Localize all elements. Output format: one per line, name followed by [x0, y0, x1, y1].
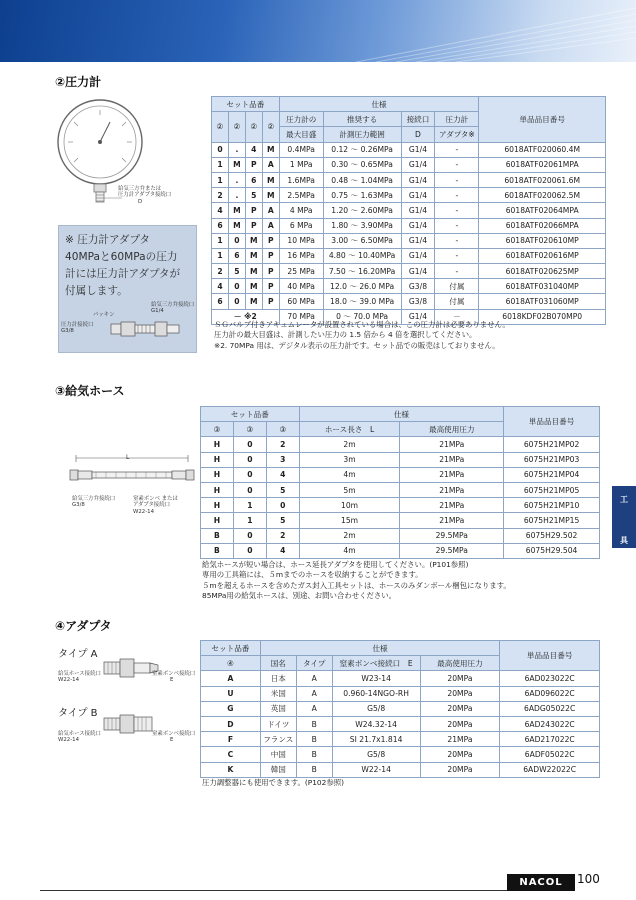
cell-range: 0.48 ～ 1.04MPa: [323, 172, 401, 187]
hose-th-length: ホース長さ L: [299, 422, 400, 437]
valve-port-label: 給気三方弁接続口 G1/4: [151, 302, 195, 315]
cell-code: 0: [233, 482, 266, 497]
cell-code: 0: [228, 233, 245, 248]
banner-decoration: [336, 0, 636, 62]
gauge-notes: ＳＧバルブ付きアキュムレータが設置されている場合は、この圧力計は必要ありません。 圧力計の最大目盛は、計測したい圧力の 1.5 倍から 4 倍を選択してください。 ※2. 70MPa 用は、デジタル表示の圧力計です。セット品での販売はしておりません。: [214, 320, 510, 350]
cell-part: 6018ATF020061.6M: [479, 172, 606, 187]
cell-code: 4: [212, 203, 229, 218]
cell-port: G3/8: [401, 294, 435, 309]
cell-country: ドイツ: [260, 716, 296, 731]
cell-range: 3.00 ～ 6.50MPa: [323, 233, 401, 248]
cell-pressure: 21MPa: [400, 452, 504, 467]
cell-port: G1/4: [401, 264, 435, 279]
cell-code: 0: [228, 279, 245, 294]
cell-code: 0: [228, 294, 245, 309]
cell-code: 2: [266, 437, 299, 452]
cell-adapter: 付属: [435, 294, 479, 309]
hose-spec-table: [200, 406, 600, 559]
cell-adapter: -: [435, 264, 479, 279]
cell-code: K: [201, 762, 261, 777]
cell-port: G3/8: [401, 279, 435, 294]
cell-pressure: 21MPa: [400, 437, 504, 452]
cell-pressure: 21MPa: [420, 732, 500, 747]
cell-code: M: [245, 233, 262, 248]
cell-code: 4: [212, 279, 229, 294]
cell-port: G1/4: [401, 233, 435, 248]
header-banner: [0, 0, 636, 62]
cell-country: 韓国: [260, 762, 296, 777]
cell-port: G1/4: [401, 309, 435, 324]
cell-part: 6018ATF020060.4M: [479, 142, 606, 157]
gauge-th-max-2: 最大目盛: [279, 127, 323, 142]
cell-port: W23-14: [332, 671, 420, 686]
cell-max: 10 MPa: [279, 233, 323, 248]
adapter-th-port: 窒素ボンベ接続口 E: [332, 656, 420, 671]
cell-code: P: [262, 294, 279, 309]
cell-port: 0.960-14NGO-RH: [332, 686, 420, 701]
cell-max: 60 MPa: [279, 294, 323, 309]
cell-code: 0: [233, 528, 266, 543]
cell-part: 6075H29.502: [504, 528, 600, 543]
cell-code: M: [245, 264, 262, 279]
cell-code: B: [201, 543, 234, 558]
cell-range: 18.0 ～ 39.0 MPa: [323, 294, 401, 309]
cell-part: 6018ATF02061MPA: [479, 157, 606, 172]
table-row: [201, 671, 600, 686]
cell-code: 6: [212, 218, 229, 233]
gauge-spec-table: [211, 96, 606, 325]
table-row: [212, 233, 606, 248]
cell-port: G1/4: [401, 142, 435, 157]
gauge-th-range: 推奨する: [323, 112, 401, 127]
cell-adapter: -: [435, 188, 479, 203]
cell-range: 12.0 ～ 26.0 MPa: [323, 279, 401, 294]
cell-code: G: [201, 701, 261, 716]
hose-th-code: ③: [266, 422, 299, 437]
cell-pressure: 29.5MPa: [400, 543, 504, 558]
cell-code: P: [245, 157, 262, 172]
side-tab-bottom: 具: [620, 536, 628, 545]
table-row: [201, 762, 600, 777]
cell-port: W22-14: [332, 762, 420, 777]
gauge-th-part: 単品品目番号: [479, 97, 606, 143]
hose-cylinder-port-label: 窒素ボンベ または アダプタ接続口 W22-14: [133, 496, 178, 515]
table-row: [201, 747, 600, 762]
cell-port: G1/4: [401, 248, 435, 263]
page-number: 100: [577, 872, 600, 886]
table-row: [201, 716, 600, 731]
side-tab-top: 工: [620, 495, 628, 504]
gauge-adapter-illustration: [107, 314, 187, 344]
cell-part: 6ADG05022C: [500, 701, 600, 716]
adapter-spec-table: [200, 640, 600, 778]
cell-code: M: [245, 279, 262, 294]
cell-part: 6AD023022C: [500, 671, 600, 686]
cell-code: 5: [228, 264, 245, 279]
gauge-th-port: 接続口: [401, 112, 435, 127]
adapter-th-set: セット品番: [201, 641, 261, 656]
cell-type: B: [296, 747, 332, 762]
table-row: [212, 218, 606, 233]
cell-adapter: -: [435, 172, 479, 187]
cell-max: 40 MPa: [279, 279, 323, 294]
hose-th-set: セット品番: [201, 407, 300, 422]
cell-code: M: [228, 218, 245, 233]
cell-part: 6AD217022C: [500, 732, 600, 747]
hose-th-spec: 仕様: [299, 407, 503, 422]
cell-pressure: 20MPa: [420, 701, 500, 716]
cell-code: H: [201, 482, 234, 497]
cell-code: 2: [266, 528, 299, 543]
cell-range: 7.50 ～ 16.20MPa: [323, 264, 401, 279]
cell-code: 1: [233, 513, 266, 528]
table-row: [201, 437, 600, 452]
cell-max: 25 MPa: [279, 264, 323, 279]
cell-part: 6018ATF02066MPA: [479, 218, 606, 233]
cell-adapter: －: [435, 309, 479, 324]
type-a-cylinder-port-label: 窒素ボンベ接続口 E: [152, 671, 196, 684]
adapter-th-part: 単品品目番号: [500, 641, 600, 671]
table-row: [212, 264, 606, 279]
adapter-th-type: タイプ: [296, 656, 332, 671]
cell-part: 6075H21MP02: [504, 437, 600, 452]
cell-part: 6075H29.504: [504, 543, 600, 558]
table-row: [212, 294, 606, 309]
brand-logo: NACOL: [507, 874, 575, 891]
type-b-cylinder-port-label: 窒素ボンベ接続口 E: [152, 731, 196, 744]
cell-country: 日本: [260, 671, 296, 686]
cell-code: P: [262, 264, 279, 279]
cell-code: 3: [266, 452, 299, 467]
cell-part: 6ADF05022C: [500, 747, 600, 762]
cell-code: H: [201, 452, 234, 467]
cell-code: .: [228, 188, 245, 203]
cell-pressure: 21MPa: [400, 513, 504, 528]
cell-country: フランス: [260, 732, 296, 747]
table-row: [212, 142, 606, 157]
gauge-th-adapter-2: アダプタ※: [435, 127, 479, 142]
cell-range: 0.12 ～ 0.26MPa: [323, 142, 401, 157]
cell-code: 0: [233, 437, 266, 452]
cell-country: 米国: [260, 686, 296, 701]
cell-port: G1/4: [401, 218, 435, 233]
gauge-th-code: ②: [262, 112, 279, 142]
cell-code: 5: [266, 513, 299, 528]
cell-part: 6AD096022C: [500, 686, 600, 701]
cell-adapter: -: [435, 203, 479, 218]
cell-port: G1/4: [401, 157, 435, 172]
cell-adapter: -: [435, 233, 479, 248]
hose-notes: 給気ホースが短い場合は、ホース延長アダプタを使用してください。(P101参照) 専用の工具箱には、５mまでのホースを収納することができます。 ５mを超えるホースを含めたガス封入工具セットは、ホースのみダンボール梱包になります。 85MPa用の給気ホースは、別途、お問い合わせください。: [202, 560, 511, 601]
cell-code: M: [245, 294, 262, 309]
cell-port: G5/8: [332, 747, 420, 762]
cell-max: 0.4MPa: [279, 142, 323, 157]
cell-country: 中国: [260, 747, 296, 762]
cell-max: 1.6MPa: [279, 172, 323, 187]
cell-max: 2.5MPa: [279, 188, 323, 203]
cell-part: 6018ATF031060MP: [479, 294, 606, 309]
cell-length: 3m: [299, 452, 400, 467]
cell-length: 2m: [299, 528, 400, 543]
hose-valve-port-label: 給気三方弁接続口 G3/8: [72, 496, 116, 509]
cell-length: 2m: [299, 437, 400, 452]
cell-code: H: [201, 467, 234, 482]
footer-rule: [40, 890, 575, 891]
cell-port: G1/4: [401, 203, 435, 218]
cell-port: G5/8: [332, 701, 420, 716]
cell-part: 6018ATF02064MPA: [479, 203, 606, 218]
cell-port: SI 21.7x1.814: [332, 732, 420, 747]
cell-range: 1.80 ～ 3.90MPa: [323, 218, 401, 233]
table-row: [201, 482, 600, 497]
cell-part: 6018ATF020616MP: [479, 248, 606, 263]
cell-max: 6 MPa: [279, 218, 323, 233]
cell-code: 1: [233, 498, 266, 513]
cell-code: 0: [266, 498, 299, 513]
cell-adapter: 付属: [435, 279, 479, 294]
cell-code: － ※2: [212, 309, 280, 324]
gauge-th-code: ②: [245, 112, 262, 142]
cell-code: 6: [228, 248, 245, 263]
cell-code: P: [262, 279, 279, 294]
cell-part: 6018ATF031040MP: [479, 279, 606, 294]
cell-code: 1: [212, 172, 229, 187]
table-row: [201, 543, 600, 558]
cell-length: 15m: [299, 513, 400, 528]
cell-part: 6075H21MP05: [504, 482, 600, 497]
adapter-notes: 圧力調整器にも使用できます。(P102参照): [202, 778, 344, 787]
cell-code: H: [201, 437, 234, 452]
cell-length: 10m: [299, 498, 400, 513]
cell-max: 4 MPa: [279, 203, 323, 218]
cell-port: W24.32-14: [332, 716, 420, 731]
cell-pressure: 20MPa: [420, 747, 500, 762]
cell-code: H: [201, 513, 234, 528]
cell-adapter: -: [435, 142, 479, 157]
cell-code: M: [262, 142, 279, 157]
cell-code: A: [262, 203, 279, 218]
cell-length: 4m: [299, 467, 400, 482]
cell-adapter: -: [435, 218, 479, 233]
cell-code: 2: [212, 264, 229, 279]
table-row: [201, 467, 600, 482]
gauge-table-body: [212, 142, 606, 309]
cell-code: M: [262, 172, 279, 187]
hose-table-body: [201, 437, 600, 559]
cell-range: 4.80 ～ 10.40MPa: [323, 248, 401, 263]
table-row: [201, 513, 600, 528]
gauge-th-max: 圧力計の: [279, 112, 323, 127]
cell-part: 6075H21MP10: [504, 498, 600, 513]
cell-max: 1 MPa: [279, 157, 323, 172]
cell-code: 6: [212, 294, 229, 309]
cell-code: 0: [233, 543, 266, 558]
cell-pressure: 21MPa: [400, 467, 504, 482]
side-tab-tools[interactable]: [612, 486, 636, 548]
cell-part: 6075H21MP04: [504, 467, 600, 482]
cell-code: 4: [266, 467, 299, 482]
cell-range: 1.20 ～ 2.60MPa: [323, 203, 401, 218]
cell-type: A: [296, 671, 332, 686]
gauge-th-port-2: D: [401, 127, 435, 142]
cell-max: 16 MPa: [279, 248, 323, 263]
gauge-port-label: 給気三方弁または 圧力計アダプタ接続口 D: [118, 186, 172, 205]
cell-pressure: 21MPa: [400, 498, 504, 513]
cell-code: .: [228, 142, 245, 157]
cell-code: 0: [233, 452, 266, 467]
table-row: [212, 188, 606, 203]
cell-part: 6018ATF020610MP: [479, 233, 606, 248]
gauge-th-set: セット品番: [212, 97, 280, 112]
hose-length-label: L: [126, 454, 130, 461]
type-b-hose-port-label: 給気ホース接続口 W22-14: [58, 731, 101, 744]
cell-code: M: [245, 248, 262, 263]
cell-length: 5m: [299, 482, 400, 497]
gauge-th-code: ②: [212, 112, 229, 142]
cell-max: 70 MPa: [279, 309, 323, 324]
table-row: [201, 498, 600, 513]
table-row: [212, 172, 606, 187]
gauge-connect-label: 圧力計接続口 G3/8: [61, 322, 94, 335]
cell-part: 6018KDF02B070MP0: [479, 309, 606, 324]
hose-th-code: ③: [201, 422, 234, 437]
cell-port: G1/4: [401, 188, 435, 203]
adapter-section-title: ④アダプタ: [55, 619, 112, 633]
cell-range: 0 ～ 70.0 MPa: [323, 309, 401, 324]
table-row: [212, 157, 606, 172]
cell-code: 6: [245, 172, 262, 187]
cell-code: 4: [266, 543, 299, 558]
type-a-label: タイプ A: [58, 649, 98, 660]
cell-code: M: [262, 188, 279, 203]
cell-code: A: [262, 157, 279, 172]
cell-type: B: [296, 762, 332, 777]
cell-code: P: [262, 233, 279, 248]
adapter-table-body: [201, 671, 600, 777]
cell-country: 英国: [260, 701, 296, 716]
table-row: [212, 248, 606, 263]
table-row: [201, 701, 600, 716]
cell-part: 6018ATF020062.5M: [479, 188, 606, 203]
cell-code: 4: [245, 142, 262, 157]
cell-code: 0: [212, 142, 229, 157]
cell-code: 5: [266, 482, 299, 497]
cell-code: 1: [212, 157, 229, 172]
cell-code: C: [201, 747, 261, 762]
cell-code: M: [228, 203, 245, 218]
adapter-th-country: 国名: [260, 656, 296, 671]
cell-code: F: [201, 732, 261, 747]
cell-adapter: -: [435, 157, 479, 172]
cell-pressure: 20MPa: [420, 686, 500, 701]
table-row: [201, 686, 600, 701]
cell-code: .: [228, 172, 245, 187]
hose-th-pressure: 最高使用圧力: [400, 422, 504, 437]
cell-part: 6AD243022C: [500, 716, 600, 731]
table-row: [201, 732, 600, 747]
cell-type: A: [296, 686, 332, 701]
hose-th-part: 単品品目番号: [504, 407, 600, 437]
cell-adapter: -: [435, 248, 479, 263]
cell-pressure: 20MPa: [420, 716, 500, 731]
cell-code: H: [201, 498, 234, 513]
cell-code: 5: [245, 188, 262, 203]
adapter-th-spec: 仕様: [260, 641, 499, 656]
cell-code: M: [228, 157, 245, 172]
cell-type: B: [296, 716, 332, 731]
cell-code: U: [201, 686, 261, 701]
cell-length: 4m: [299, 543, 400, 558]
cell-code: P: [245, 203, 262, 218]
type-b-label: タイプ B: [58, 708, 98, 719]
cell-part: 6018ATF020625MP: [479, 264, 606, 279]
table-row: [212, 279, 606, 294]
table-row: [201, 452, 600, 467]
cell-code: P: [245, 218, 262, 233]
cell-code: A: [262, 218, 279, 233]
adapter-th-pressure: 最高使用圧力: [420, 656, 500, 671]
cell-range: 0.30 ～ 0.65MPa: [323, 157, 401, 172]
cell-code: 1: [212, 248, 229, 263]
cell-range: 0.75 ～ 1.63MPa: [323, 188, 401, 203]
cell-type: A: [296, 701, 332, 716]
table-row: [212, 203, 606, 218]
cell-pressure: 29.5MPa: [400, 528, 504, 543]
cell-port: G1/4: [401, 172, 435, 187]
adapter-info-box: [58, 225, 197, 353]
hose-th-code: ③: [233, 422, 266, 437]
cell-type: B: [296, 732, 332, 747]
cell-part: 6075H21MP03: [504, 452, 600, 467]
cell-pressure: 20MPa: [420, 671, 500, 686]
gauge-th-code: ②: [228, 112, 245, 142]
cell-code: A: [201, 671, 261, 686]
cell-code: B: [201, 528, 234, 543]
packing-label: パッキン: [93, 312, 115, 318]
supply-hose-illustration: [66, 452, 198, 492]
gauge-section-title: ②圧力計: [55, 75, 102, 89]
gauge-th-range-2: 計測圧力範囲: [323, 127, 401, 142]
cell-pressure: 20MPa: [420, 762, 500, 777]
cell-code: 2: [212, 188, 229, 203]
cell-code: D: [201, 716, 261, 731]
hose-section-title: ③給気ホース: [55, 384, 125, 398]
gauge-th-adapter: 圧力計: [435, 112, 479, 127]
cell-code: P: [262, 248, 279, 263]
adapter-info-text: ※ 圧力計アダプタ 40MPaと60MPaの圧力 計には圧力計アダプタが 付属します。: [65, 234, 181, 297]
adapter-th-code: ④: [201, 656, 261, 671]
table-row: [201, 528, 600, 543]
cell-part: 6075H21MP15: [504, 513, 600, 528]
type-a-hose-port-label: 給気ホース接続口 W22-14: [58, 671, 101, 684]
gauge-th-spec: 仕様: [279, 97, 479, 112]
cell-code: 1: [212, 233, 229, 248]
cell-pressure: 21MPa: [400, 482, 504, 497]
cell-part: 6ADW22022C: [500, 762, 600, 777]
cell-code: 0: [233, 467, 266, 482]
